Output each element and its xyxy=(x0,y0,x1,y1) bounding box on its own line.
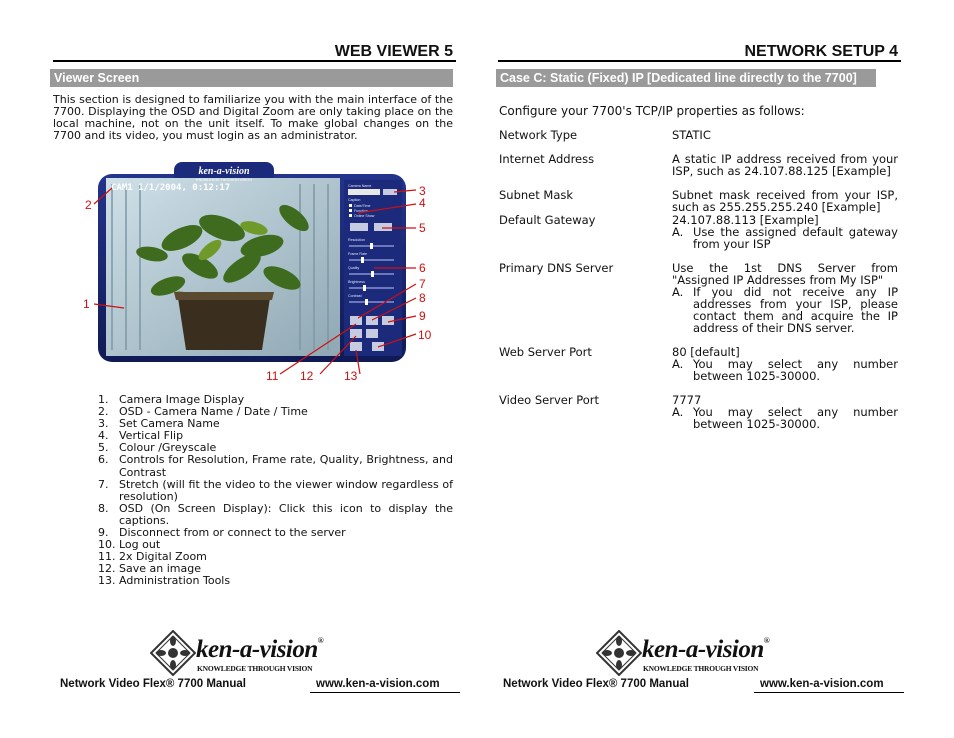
setting-note: A. If you did not receive any IP addresses from your ISP, please contact them and acquire the IP address of their DNS server. xyxy=(672,285,898,335)
viewer-screenshot-graphic xyxy=(82,158,444,382)
left-page-header: WEB VIEWER 5 xyxy=(334,43,453,60)
logo-registered-mark: ® xyxy=(317,636,324,645)
right-header-rule xyxy=(498,60,901,62)
svg-text:Date/Time: Date/Time xyxy=(354,204,371,208)
svg-text:Camera Name: Camera Name xyxy=(348,184,372,188)
setting-value: A static IP address received from your ISP, such as 24.107.88.125 [Example] xyxy=(672,152,898,178)
setting-label: Video Server Port xyxy=(499,393,600,407)
list-item: 5. Colour /Greyscale xyxy=(98,441,217,455)
setting-note: A. You may select any number between 1025-30000. xyxy=(672,357,898,383)
plant-pot xyxy=(178,298,270,350)
svg-text:7: 7 xyxy=(419,277,426,291)
list-item: 6. Controls for Resolution, Frame rate, Quality, Brightness, and Contrast xyxy=(98,453,453,479)
svg-text:Caption: Caption xyxy=(348,198,361,202)
setting-label: Subnet Mask xyxy=(499,188,574,202)
list-item: 11. 2x Digital Zoom xyxy=(98,550,207,564)
list-item: 8. OSD (On Screen Display): Click this icon to display the captions. xyxy=(98,501,453,527)
setting-value: 7777 xyxy=(672,393,702,407)
list-item: 13. Administration Tools xyxy=(98,574,231,588)
svg-text:5: 5 xyxy=(419,221,426,235)
svg-text:13: 13 xyxy=(344,369,358,382)
logo-brand-text: ken-a-vision xyxy=(642,636,764,663)
setting-note: A. You may select any number between 1025-30000. xyxy=(672,405,898,431)
list-item: 2. OSD - Camera Name / Date / Time xyxy=(98,405,308,419)
setting-value: STATIC xyxy=(672,128,711,142)
list-item: 9. Disconnect from or connect to the server xyxy=(98,526,346,540)
right-footer-rule xyxy=(754,692,904,693)
setting-label: Network Type xyxy=(499,128,578,142)
left-logo xyxy=(150,630,340,678)
right-page-header: NETWORK SETUP 4 xyxy=(744,43,898,60)
svg-text:1: 1 xyxy=(83,297,90,311)
svg-text:9: 9 xyxy=(419,309,426,323)
svg-text:Resolution: Resolution xyxy=(348,238,365,242)
svg-text:Online Show: Online Show xyxy=(354,214,375,218)
left-footer-url[interactable]: www.ken-a-vision.com xyxy=(316,678,440,690)
list-item: 4. Vertical Flip xyxy=(98,429,184,443)
svg-text:10: 10 xyxy=(418,328,432,342)
left-section-title: Viewer Screen xyxy=(50,69,453,87)
setting-label: Primary DNS Server xyxy=(499,261,614,275)
right-intro: Configure your 7700's TCP/IP properties as follows: xyxy=(499,104,805,118)
logo-brand-text: ken-a-vision xyxy=(196,636,318,663)
logo-tagline: KNOWLEDGE THROUGH VISION xyxy=(197,664,313,673)
osd-caption-text: CAM1 1/1/2004, 0:12:17 xyxy=(111,183,231,193)
svg-text:12: 12 xyxy=(300,369,314,382)
viewer-items-list xyxy=(98,394,453,588)
logo-mark-icon xyxy=(596,630,642,676)
setting-label: Web Server Port xyxy=(499,345,592,359)
svg-text:Quality: Quality xyxy=(348,266,360,270)
svg-text:6: 6 xyxy=(419,261,426,275)
logo-registered-mark: ® xyxy=(763,636,770,645)
left-header-rule xyxy=(53,60,456,62)
svg-text:Frame Rate: Frame Rate xyxy=(348,252,367,256)
list-item: 1. Camera Image Display xyxy=(98,393,245,406)
svg-text:Brightness: Brightness xyxy=(348,280,365,284)
svg-text:11: 11 xyxy=(266,369,279,382)
left-footer-rule xyxy=(310,692,460,693)
setting-value: Use the 1st DNS Server from "Assigned IP Addresses from My ISP" xyxy=(672,261,898,287)
left-intro-paragraph: This section is designed to familiarize you with the main interface of the 7700. Displaying the OSD and Digital Zoom are only taking place on the local machine, not on the unit itself. To make global changes on the 7700 and its video, you must login as an administrator. xyxy=(53,93,453,142)
vertical-flip-button xyxy=(350,223,368,231)
right-logo xyxy=(596,630,786,678)
right-section-title: Case C: Static (Fixed) IP [Dedicated line directly to the 7700] xyxy=(496,69,876,87)
setting-value: 80 [default] xyxy=(672,345,740,359)
right-footer-url[interactable]: www.ken-a-vision.com xyxy=(760,678,884,690)
svg-text:KNOWLEDGE THROUGH VISION: KNOWLEDGE THROUGH VISION xyxy=(196,178,252,182)
camera-name-field xyxy=(348,189,380,195)
logo-tagline: KNOWLEDGE THROUGH VISION xyxy=(643,664,759,673)
colour-greyscale-button xyxy=(374,223,392,231)
left-footer-title: Network Video Flex® 7700 Manual xyxy=(60,678,246,690)
list-item: 7. Stretch (will fit the video to the viewer window regardless of resolution) xyxy=(98,477,453,503)
svg-text:Function: Function xyxy=(354,209,368,213)
list-item: 12. Save an image xyxy=(98,562,201,576)
svg-text:2: 2 xyxy=(85,198,92,212)
svg-text:ken-a-vision: ken-a-vision xyxy=(198,166,250,177)
setting-label: Default Gateway xyxy=(499,213,596,227)
svg-text:3: 3 xyxy=(419,184,426,198)
setting-value: Subnet mask received from your ISP, such as 255.255.255.240 [Example] xyxy=(672,188,898,214)
right-footer-title: Network Video Flex® 7700 Manual xyxy=(503,678,689,690)
viewer-screenshot xyxy=(82,158,444,382)
setting-label: Internet Address xyxy=(499,152,595,166)
list-item: 10. Log out xyxy=(98,538,161,552)
svg-text:4: 4 xyxy=(419,196,426,210)
svg-text:8: 8 xyxy=(419,291,426,305)
svg-text:Contrast: Contrast xyxy=(348,294,362,298)
logo-mark-icon xyxy=(150,630,196,676)
list-item: 3. Set Camera Name xyxy=(98,417,220,431)
setting-value: 24.107.88.113 [Example] xyxy=(672,213,819,227)
setting-note: A. Use the assigned default gateway from your ISP xyxy=(672,225,898,251)
